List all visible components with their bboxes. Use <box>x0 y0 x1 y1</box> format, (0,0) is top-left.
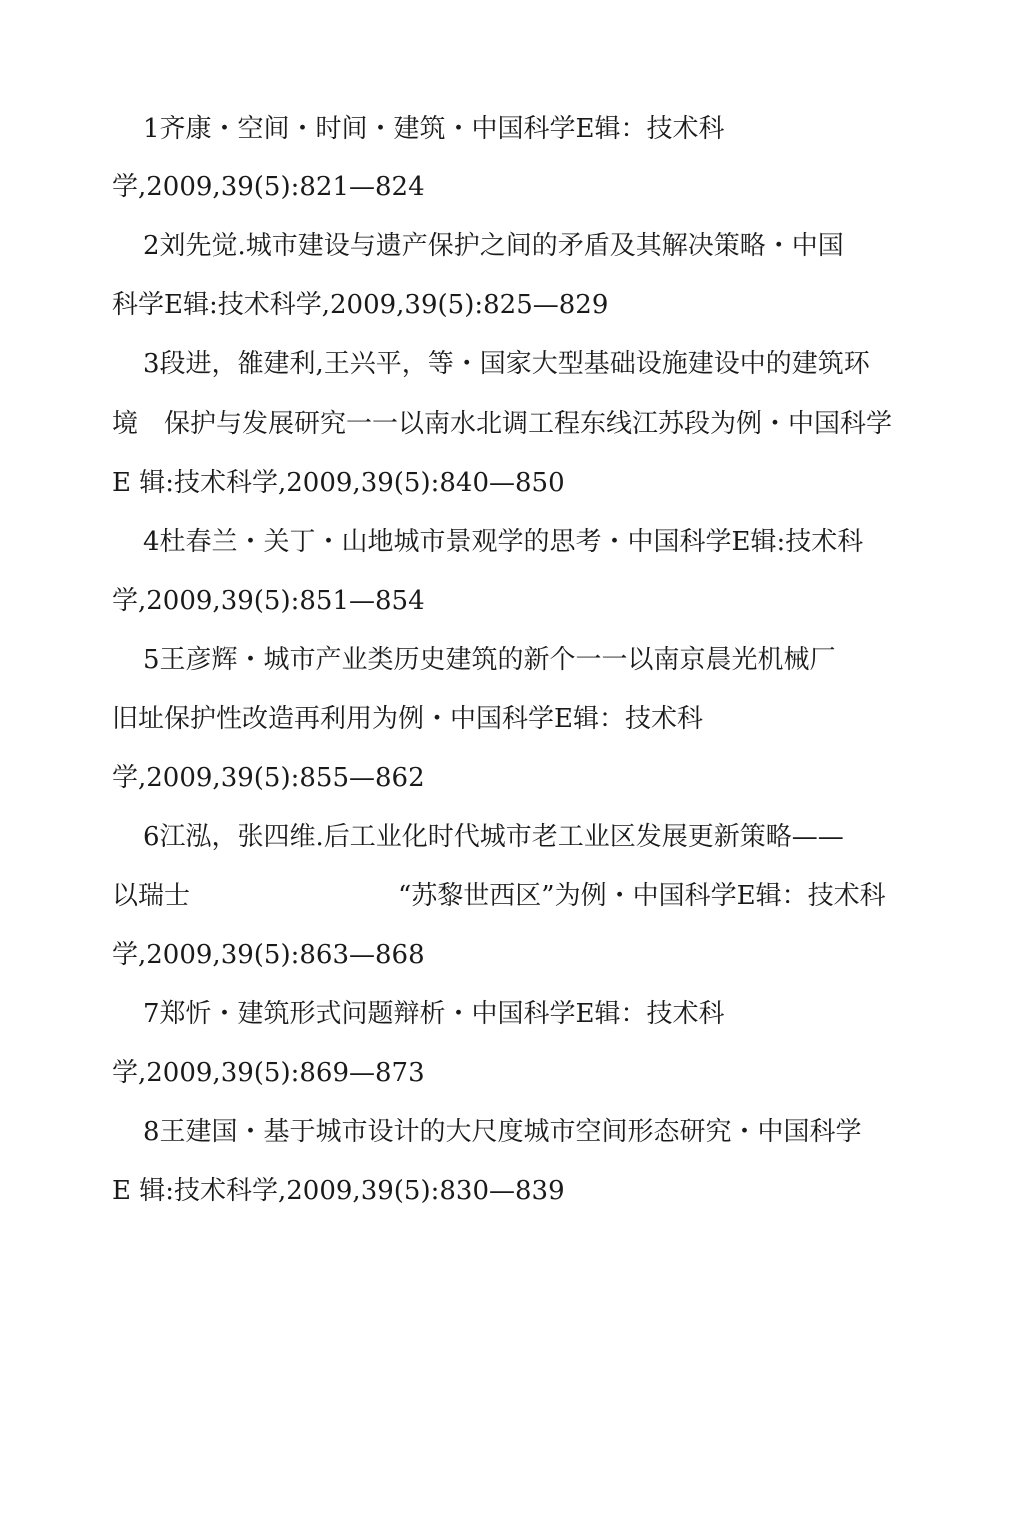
reference-3-line-3: E 辑:技术科学,2009,39(5):840—850 <box>112 468 565 498</box>
reference-6-line-3: 学,2009,39(5):863—868 <box>112 940 425 970</box>
reference-6-line-2-prefix: 以瑞士 <box>112 881 191 911</box>
reference-6-line-1: 6江泓，张四维.后工业化时代城市老工业区发展更新策略—— <box>143 822 844 852</box>
reference-4-line-1: 4杜春兰・关丁・山地城市景观学的思考・中国科学E辑:技术科 <box>143 527 864 557</box>
reference-6-line-2 <box>112 880 886 912</box>
reference-3-line-2-text: 保护与发展研究一一以南水北调工程东线江苏段为例・中国科学 <box>164 409 893 439</box>
reference-3-line-1: 3段进，雒建利,王兴平，等・国家大型基础设施建设中的建筑环 <box>143 349 870 379</box>
reference-7-line-1: 7郑忻・建筑形式问题辩析・中国科学E辑：技术科 <box>143 999 725 1029</box>
reference-6-line-2-text: “苏黎世西区”为例・中国科学E辑：技术科 <box>398 881 886 911</box>
reference-3-line-2-prefix: 境 <box>112 409 139 439</box>
reference-8-line-1: 8王建国・基于城市设计的大尺度城市空间形态研究・中国科学 <box>143 1117 862 1147</box>
reference-7-line-2: 学,2009,39(5):869—873 <box>112 1058 425 1088</box>
reference-5-line-2: 旧址保护性改造再利用为例・中国科学E辑：技术科 <box>112 704 703 734</box>
reference-5-line-1: 5王彦辉・城市产业类历史建筑的新个一一以南京晨光机械厂 <box>143 645 836 675</box>
reference-4-line-2: 学,2009,39(5):851—854 <box>112 586 425 616</box>
reference-1-line-2: 学,2009,39(5):821—824 <box>112 172 425 202</box>
reference-3-line-2 <box>112 408 892 440</box>
reference-2-line-1: 2刘先觉.城市建设与遗产保护之间的矛盾及其解决策略・中国 <box>143 231 844 261</box>
reference-1-line-1: 1齐康・空间・时间・建筑・中国科学E辑：技术科 <box>143 114 725 144</box>
reference-2-line-2: 科学E辑:技术科学,2009,39(5):825—829 <box>112 290 609 320</box>
reference-5-line-3: 学,2009,39(5):855—862 <box>112 763 425 793</box>
reference-8-line-2: E 辑:技术科学,2009,39(5):830—839 <box>112 1176 565 1206</box>
